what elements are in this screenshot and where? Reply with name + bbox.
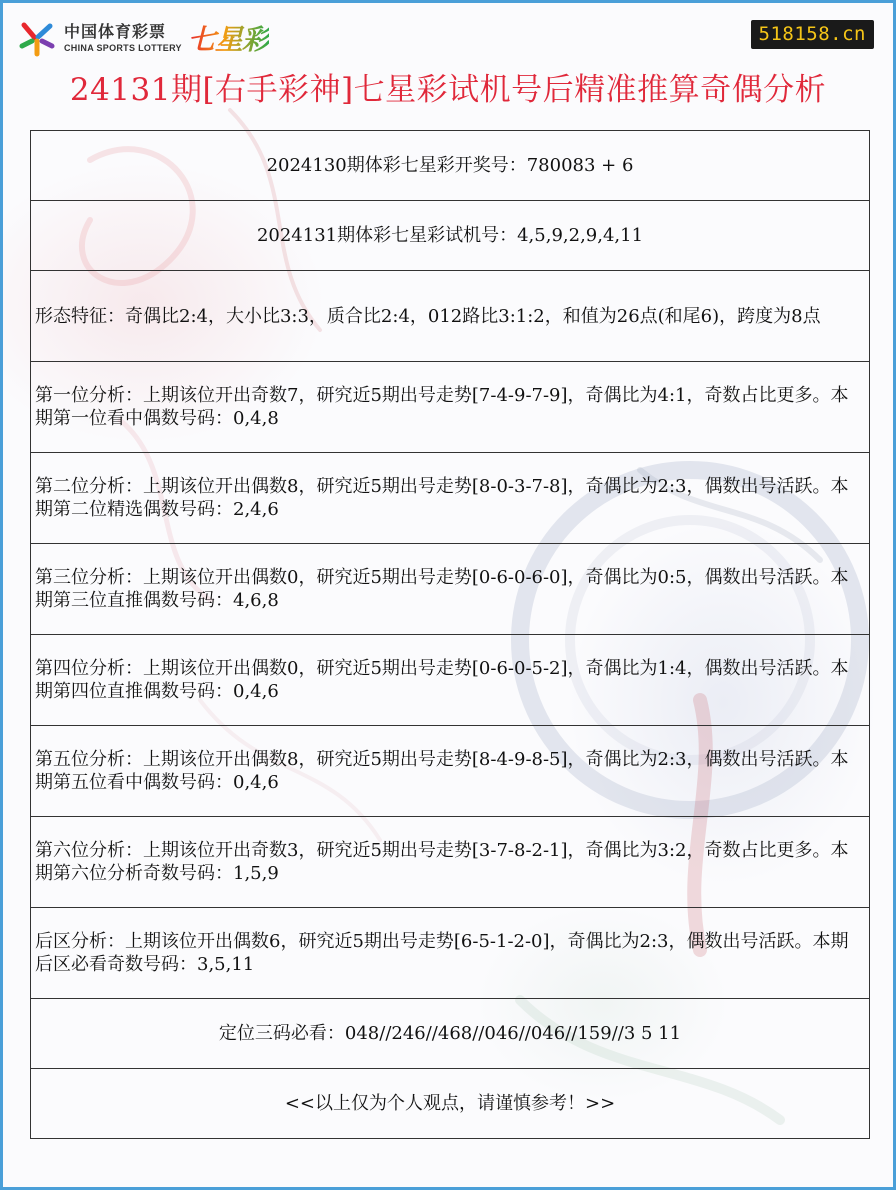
table-row [31, 544, 870, 635]
position-1-analysis-cell: 第一位分析：上期该位开出奇数7，研究近5期出号走势[7-4-9-7-9]，奇偶比为4:1，奇数占比更多。本期第一位看中偶数号码：0,4,8 [31, 362, 870, 453]
analysis-table [30, 130, 870, 1139]
position-6-analysis-cell: 第六位分析：上期该位开出奇数3，研究近5期出号走势[3-7-8-2-1]，奇偶比为3:2，奇数占比更多。本期第六位分析奇数号码：1,5,9 [31, 817, 870, 908]
table-row [31, 635, 870, 726]
table-row [31, 131, 870, 201]
table-row [31, 817, 870, 908]
position-5-analysis-cell: 第五位分析：上期该位开出偶数8，研究近5期出号走势[8-4-9-8-5]，奇偶比为2:3，偶数出号活跃。本期第五位看中偶数号码：0,4,6 [31, 726, 870, 817]
table-row [31, 726, 870, 817]
table-row [31, 999, 870, 1069]
must-see-numbers-cell: 定位三码必看：048//246//468//046//046//159//3 5 11 [31, 999, 870, 1069]
site-domain-badge[interactable]: 518158.cn [751, 20, 874, 49]
test-numbers-cell: 2024131期体彩七星彩试机号：4,5,9,2,9,4,11 [31, 201, 870, 271]
table-row [31, 908, 870, 999]
position-2-analysis-cell: 第二位分析：上期该位开出偶数8，研究近5期出号走势[8-0-3-7-8]，奇偶比为2:3，偶数出号活跃。本期第二位精选偶数号码：2,4,6 [31, 453, 870, 544]
lottery-logo[interactable] [18, 18, 269, 58]
back-zone-analysis-cell: 后区分析：上期该位开出偶数6，研究近5期出号走势[6-5-1-2-0]，奇偶比为2:3，偶数出号活跃。本期后区必看奇数号码：3,5,11 [31, 908, 870, 999]
header [0, 0, 896, 130]
table-row [31, 362, 870, 453]
logo-brand-text: 七星彩 [188, 18, 269, 58]
table-row [31, 453, 870, 544]
logo-wordmark [64, 21, 182, 53]
table-row [31, 201, 870, 271]
features-cell: 形态特征：奇偶比2:4，大小比3:3，质合比2:4，012路比3:1:2，和值为26点(和尾6)，跨度为8点 [31, 271, 870, 362]
logo-english-text: CHINA SPORTS LOTTERY [64, 42, 182, 53]
page-title: 24131期[右手彩神]七星彩试机号后精准推算奇偶分析 [69, 72, 827, 108]
logo-chinese-text: 中国体育彩票 [64, 21, 167, 41]
table-row [31, 1069, 870, 1139]
disclaimer-cell: <<以上仅为个人观点，请谨慎参考！>> [31, 1069, 870, 1139]
position-4-analysis-cell: 第四位分析：上期该位开出偶数0，研究近5期出号走势[0-6-0-5-2]，奇偶比为1:4，偶数出号活跃。本期第四位直推偶数号码：0,4,6 [31, 635, 870, 726]
position-3-analysis-cell: 第三位分析：上期该位开出偶数0，研究近5期出号走势[0-6-0-6-0]，奇偶比为0:5，偶数出号活跃。本期第三位直推偶数号码：4,6,8 [31, 544, 870, 635]
table-row [31, 271, 870, 362]
draw-result-cell: 2024130期体彩七星彩开奖号：780083 + 6 [31, 131, 870, 201]
lottery-star-logo-icon [18, 19, 56, 57]
